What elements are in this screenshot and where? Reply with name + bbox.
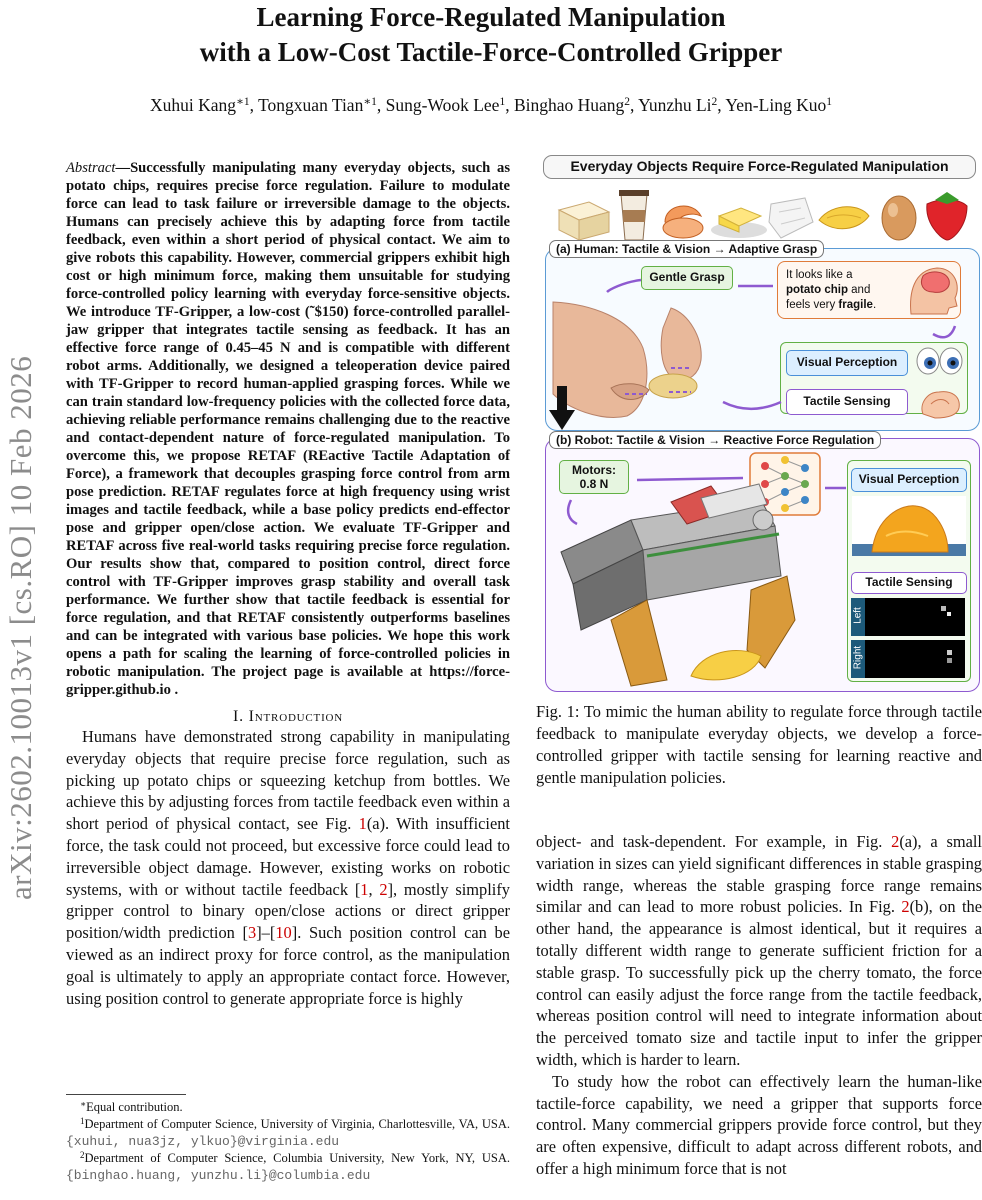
author-list: Xuhui Kang$^{∗1}$, Tongxuan Tian$^{∗1}$, Sung-Wook Lee$^1$, Binghao Huang$^2$, Yunzhu Li$^2$, Yen-Ling Kuo$^1$ — [150, 95, 832, 115]
potato-chip-icon — [819, 207, 869, 229]
motors-value: 0.8 N — [579, 477, 609, 491]
text-run: , — [368, 879, 380, 899]
visual-perception-tag-b: Visual Perception — [851, 468, 967, 492]
text-run: (a). With insufficient force, the task could not proceed, but excessive force could lead to irreversible object damage. However, existing works on robotic systems, with or without tactile feedback [ — [66, 814, 510, 899]
author-affiliation: ∗1 — [363, 96, 377, 108]
gentle-grasp-tag: Gentle Grasp — [641, 266, 733, 290]
thought-text: It looks like a — [786, 269, 853, 281]
text-run: (a), a small variation in sizes can yield significant differences in stable grasping width range, whereas the stable grasping force range remains similar and can lead to more robust policies. In Fig. — [536, 832, 982, 917]
footnote-text: Equal contribution. — [86, 1100, 183, 1114]
text-run: (b), on the other hand, the appearance is almost identical, but it requires a totally different width range to generate sufficient friction for a stable grasp. To successfully pick up the cherry tomato, the force control can easily adjust the force range from the tactile feedback, whereas position control will need to integrate information about the perceived tomato size and tactile input to infer the gripper width, which is harder to learn. — [536, 897, 982, 1069]
figure-ref-link[interactable]: 2 — [901, 897, 910, 917]
paragraph — [536, 831, 982, 1071]
author-affiliation: 2 — [624, 96, 631, 108]
caption-text: To mimic the human ability to regulate force through tactile feedback to manipulate everyday objects, we develop a force-controlled gripper with tactile sensing for learning reactive and gentle manipulation policies. — [536, 702, 982, 787]
thought-text: and — [847, 284, 871, 296]
paper-title — [0, 0, 982, 70]
abstract-dash: — — [115, 160, 131, 176]
text-run: object- and task-dependent. For example, in Fig. — [536, 832, 892, 851]
author: Sung-Wook Lee — [385, 95, 500, 115]
author: Binghao Huang — [513, 95, 625, 115]
figure-caption — [536, 701, 982, 789]
motors-label: Motors: — [572, 463, 616, 477]
text-run: ]. Such position control can be viewed as an indirect proxy for force control, as the manipulation goal is ultimately to apply an appropriate contact force. However, using position control to generate appropriate force is highly — [66, 923, 510, 1008]
abstract-text: Successfully manipulating many everyday objects, such as potato chips, requires precise force regulation. Failure to modulate force can lead to task failure or irreversible damage to the objects. Humans can precisely achieve this by adapting force from tactile feedback, even within a short period of physical contact. We aim to give robots this capability. However, commercial grippers exhibit high cost or high minimum force, making them unsuitable for studying force-controlled policy learning with everyday force-sensitive objects. We introduce TF-Gripper, a low-cost (˜$150) force-controlled parallel-jaw gripper that integrates tactile sensing as feedback. It has an effective force range of 0.45–45 N and is compatible with different robot arms. Additionally, we designed a teleoperation device paired with TF-Gripper to record human-applied grasping forces. While we can train standard low-frequency policies with the collected force data, achieving reliable performance remains challenging due to the reactive and contact-dependent nature of force-regulated manipulation. To overcome this, we propose RETAF (REactive Tactile Adaptation of Force), a framework that decouples grasping force control from arm pose prediction. RETAF regulates force at high frequency using wrist images and tactile feedback, while a base policy predicts end-effector pose and gripper open/close action. We evaluate TF-Gripper and RETAF across five real-world tasks requiring precise force regulation. Our results show that, compared to position control, direct force control with TF-Gripper improves grasp stability and overall task performance. We further show that tactile feedback is essential for force regulation, and that RETAF consistently outperforms baselines and can be integrated with various base policies. We hope this work opens a path for scaling the learning of force-controlled policies in robotic manipulation. The project page is available at https://force-gripper.github.io . — [66, 160, 510, 698]
butter-icon — [711, 208, 767, 238]
egg-icon — [882, 196, 916, 240]
shrimp-icon — [663, 206, 703, 238]
thought-bold: fragile — [838, 299, 873, 311]
paragraph: To study how the robot can effectively learn the human-like tactile-force capability, we need a gripper that supports force control. Many commercial grippers provide force control, but they are often expensive, difficult to adapt across different robots, and offer a high minimum force that is not — [536, 1071, 982, 1178]
abstract — [66, 159, 510, 699]
figure-ref-link[interactable]: 1 — [358, 814, 367, 834]
tactile-sensing-tag-b: Tactile Sensing — [851, 572, 967, 594]
introduction-text — [66, 726, 510, 1009]
footnote-2 — [66, 1150, 510, 1184]
figure-banner: Everyday Objects Require Force-Regulated Manipulation — [543, 155, 976, 179]
author-affiliation: 2 — [711, 96, 718, 108]
arxiv-identifier: arXiv:2602.10013v1 [cs.RO] 10 Feb 2026 — [3, 355, 38, 900]
figure-ref-link[interactable]: 2 — [891, 832, 900, 851]
footnote-text: Department of Computer Science, University of Virginia, Charlottesville, VA, USA. — [84, 1117, 510, 1131]
thought-text: feels very — [786, 299, 839, 311]
footnote-1 — [66, 1116, 510, 1150]
footnotes — [66, 1099, 510, 1184]
footnote-email: {xuhui, nua3jz, ylkuo}@virginia.edu — [66, 1134, 340, 1149]
panel-a-label: (a) Human: Tactile & Vision → Adaptive Grasp — [549, 240, 824, 258]
tactile-right-map — [851, 640, 965, 678]
section-heading-introduction: I. Introduction — [232, 708, 344, 725]
text-run: Humans have demonstrated strong capability in manipulating everyday objects that require precise force regulation, such as picking up potato chips or squeezing ketchup from bottles. We achieve this by adjusting forces from tactile feedback even within a short period of physical contact, see Fig. — [66, 727, 510, 834]
tactile-left-map — [851, 598, 965, 636]
left-column — [66, 159, 510, 1009]
abstract-label: Abstract — [66, 160, 116, 176]
caption-label: Fig. 1: — [536, 702, 580, 721]
figure-1 — [543, 150, 982, 695]
footnote-mark: 1 — [80, 1116, 85, 1126]
title-line-2: with a Low-Cost Tactile-Force-Controlled Gripper — [199, 37, 783, 67]
author-affiliation: 1 — [826, 96, 832, 108]
tactile-right-label: Right — [852, 645, 864, 670]
tactile-sensing-tag-a: Tactile Sensing — [786, 389, 908, 415]
everyday-objects-row — [543, 182, 982, 244]
author-affiliation: ∗1 — [236, 96, 250, 108]
panel-a-arrows — [603, 270, 982, 420]
strawberry-icon — [927, 192, 967, 240]
coffee-cup-icon — [619, 190, 649, 240]
author: Yen-Ling Kuo — [725, 95, 827, 115]
thought-bold: potato chip — [786, 284, 848, 296]
text-run: ]–[ — [256, 923, 276, 943]
panel-b-label: (b) Robot: Tactile & Vision → Reactive Force Regulation — [549, 431, 881, 449]
tissue-icon — [769, 198, 813, 238]
wrist-camera-view — [852, 496, 966, 556]
footnote-text: Department of Computer Science, Columbia University, New York, NY, USA. — [84, 1151, 510, 1165]
citation-link[interactable]: 10 — [275, 923, 292, 943]
author: Tongxuan Tian — [258, 95, 364, 115]
panel-b-arrows — [563, 466, 853, 526]
citation-link[interactable]: 3 — [248, 923, 257, 943]
footnote-equal — [66, 1099, 510, 1116]
author: Yunzhu Li — [638, 95, 712, 115]
paragraph — [66, 726, 510, 1009]
tactile-left-label: Left — [852, 607, 864, 624]
down-arrow-icon — [549, 386, 575, 432]
footnote-email: {binghao.huang, yunzhu.li}@columbia.edu — [66, 1168, 371, 1183]
title-line-1: Learning Force-Regulated Manipulation — [256, 2, 726, 32]
footnote-mark: ∗ — [80, 1099, 87, 1109]
text-run: ], mostly simplify gripper control to binary open/close actions or direct gripper position/width prediction [ — [66, 879, 510, 943]
citation-link[interactable]: 1 — [360, 879, 369, 899]
footnote-rule — [66, 1094, 186, 1095]
visual-perception-tag-a: Visual Perception — [786, 350, 908, 376]
author-affiliation: 1 — [499, 96, 506, 108]
footnote-mark: 2 — [80, 1150, 85, 1160]
tofu-icon — [559, 202, 609, 240]
author: Xuhui Kang — [150, 95, 237, 115]
thought-text: . — [872, 299, 877, 311]
right-column — [536, 831, 982, 1180]
citation-link[interactable]: 2 — [379, 879, 388, 899]
